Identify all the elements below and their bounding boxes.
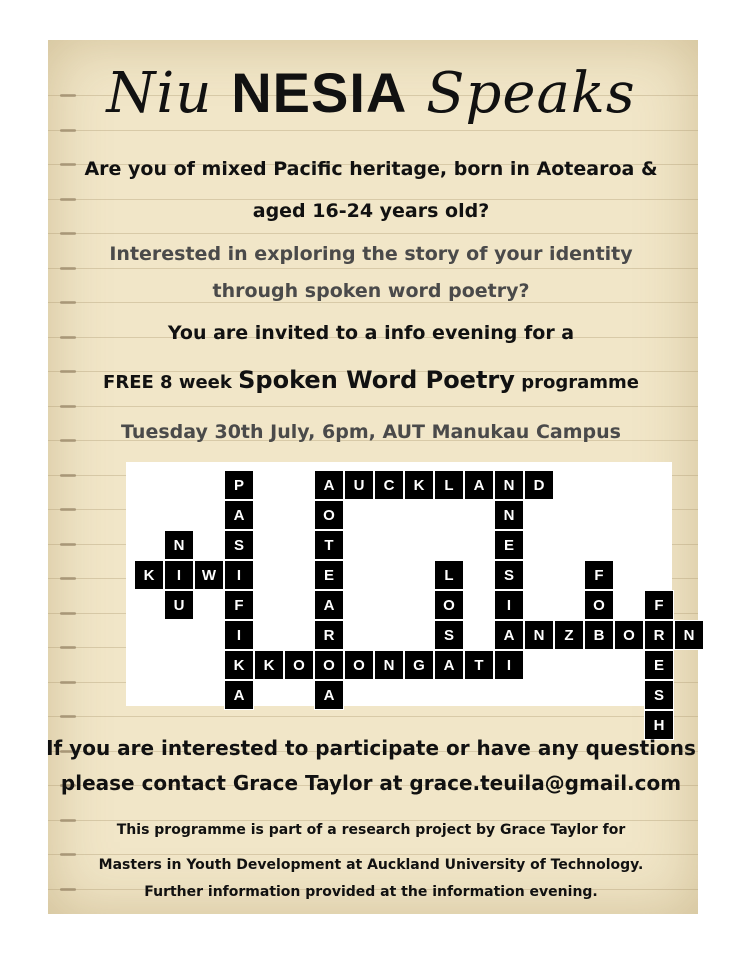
binder-mark: [60, 405, 76, 408]
crossword-cell: G: [404, 650, 434, 680]
footer-line-1: This programme is part of a research project by Grace Taylor for: [116, 822, 626, 838]
crossword-cell: U: [164, 590, 194, 620]
crossword-cell: N: [494, 500, 524, 530]
question-heritage: Are you of mixed Pacific heritage, born in Aotearoa &: [84, 158, 658, 180]
crossword-cell: H: [644, 710, 674, 740]
crossword-cell: W: [194, 560, 224, 590]
crossword-cell: O: [614, 620, 644, 650]
invite-text: You are invited to a info evening for a: [167, 322, 575, 344]
free-label: FREE 8 week: [103, 372, 232, 393]
crossword-cell: C: [374, 470, 404, 500]
footer-line-2: Masters in Youth Development at Auckland University of Technology.: [98, 857, 644, 873]
question-identity: Interested in exploring the story of your identity: [109, 243, 633, 265]
binder-mark: [60, 508, 76, 511]
crossword-cell: O: [284, 650, 314, 680]
title-niu: Niu: [106, 61, 213, 126]
crossword-cell: L: [434, 470, 464, 500]
crossword-cell: F: [224, 590, 254, 620]
crossword-cell: I: [494, 650, 524, 680]
programme-label: programme: [521, 372, 639, 393]
footer-line-3: Further information provided at the information evening.: [144, 884, 598, 900]
crossword-cell: I: [224, 620, 254, 650]
ruled-line: [48, 233, 698, 234]
crossword-cell: O: [314, 650, 344, 680]
crossword-cell: P: [224, 470, 254, 500]
binder-mark: [60, 612, 76, 615]
crossword-graphic: [126, 462, 695, 734]
crossword-cell: A: [224, 500, 254, 530]
ruled-line: [48, 854, 698, 855]
crossword-cell: O: [584, 590, 614, 620]
crossword-cell: S: [224, 530, 254, 560]
crossword-cell: K: [134, 560, 164, 590]
binder-mark: [60, 129, 76, 132]
crossword-cell: S: [644, 680, 674, 710]
crossword-cell: O: [314, 500, 344, 530]
ruled-line: [48, 716, 698, 717]
question-age: aged 16-24 years old?: [252, 200, 490, 222]
crossword-cell: U: [344, 470, 374, 500]
crossword-cell: Z: [554, 620, 584, 650]
crossword-cell: A: [314, 680, 344, 710]
crossword-cell: K: [404, 470, 434, 500]
crossword-cell: E: [494, 530, 524, 560]
binder-mark: [60, 715, 76, 718]
crossword-cell: S: [494, 560, 524, 590]
crossword-cell: R: [644, 620, 674, 650]
crossword-cell: K: [224, 650, 254, 680]
programme-line: [0, 366, 742, 394]
crossword-cell: S: [434, 620, 464, 650]
ruled-line: [48, 268, 698, 269]
crossword-cell: O: [344, 650, 374, 680]
crossword-cell: N: [494, 470, 524, 500]
crossword-cell: T: [314, 530, 344, 560]
title-speaks: Speaks: [426, 61, 636, 126]
crossword-cell: F: [584, 560, 614, 590]
crossword-cell: I: [164, 560, 194, 590]
poster-title: [0, 60, 742, 126]
crossword-cell: I: [224, 560, 254, 590]
contact-line-2: please contact Grace Taylor at grace.teuila@gmail.com: [60, 771, 682, 795]
binder-mark: [60, 232, 76, 235]
crossword-cell: N: [164, 530, 194, 560]
binder-mark: [60, 474, 76, 477]
question-poetry: through spoken word poetry?: [212, 280, 530, 302]
crossword-cell: A: [434, 650, 464, 680]
title-nesia: NESIA: [231, 61, 408, 124]
crossword-cell: D: [524, 470, 554, 500]
crossword-cell: R: [314, 620, 344, 650]
crossword-cell: O: [434, 590, 464, 620]
binder-mark: [60, 646, 76, 649]
crossword-cell: F: [644, 590, 674, 620]
crossword-cell: L: [434, 560, 464, 590]
crossword-cell: E: [644, 650, 674, 680]
contact-line-1: If you are interested to participate or have any questions: [46, 736, 696, 760]
crossword-cell: K: [254, 650, 284, 680]
binder-mark: [60, 853, 76, 856]
ruled-line: [48, 130, 698, 131]
event-date: Tuesday 30th July, 6pm, AUT Manukau Campus: [121, 421, 621, 443]
binder-mark: [60, 267, 76, 270]
crossword-cell: I: [494, 590, 524, 620]
binder-mark: [60, 577, 76, 580]
crossword-cell: A: [494, 620, 524, 650]
crossword-cell: N: [674, 620, 704, 650]
crossword-cell: N: [524, 620, 554, 650]
crossword-cell: T: [464, 650, 494, 680]
ruled-line: [48, 820, 698, 821]
binder-mark: [60, 543, 76, 546]
crossword-cell: B: [584, 620, 614, 650]
crossword-cell: N: [374, 650, 404, 680]
spoken-word-label: Spoken Word Poetry: [238, 366, 515, 394]
crossword-cell: A: [314, 590, 344, 620]
crossword-cell: A: [314, 470, 344, 500]
crossword-cell: A: [224, 680, 254, 710]
ruled-line: [48, 406, 698, 407]
ruled-line: [48, 302, 698, 303]
binder-mark: [60, 681, 76, 684]
crossword-cell: A: [464, 470, 494, 500]
crossword-cell: E: [314, 560, 344, 590]
